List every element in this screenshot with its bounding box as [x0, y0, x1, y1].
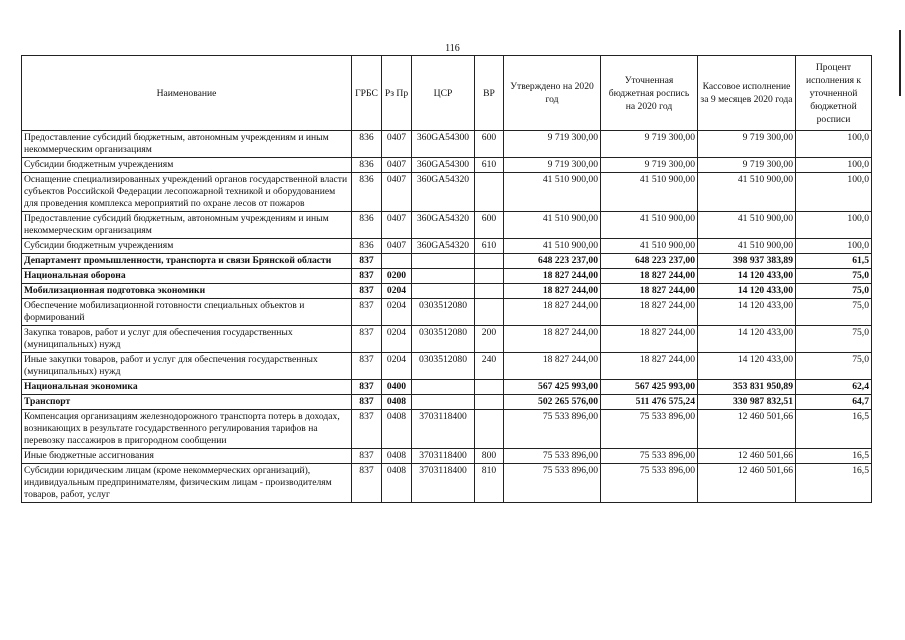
cell-csr: 3703118400: [412, 449, 475, 464]
cell-name: Иные закупки товаров, работ и услуг для обеспечения государственных (муниципальных) нужд: [22, 353, 352, 380]
cell-revised: 9 719 300,00: [601, 158, 698, 173]
header-vr: ВР: [475, 56, 504, 131]
cell-cash: 353 831 950,89: [698, 380, 796, 395]
cell-approved: 18 827 244,00: [504, 353, 601, 380]
cell-rzpr: 0408: [382, 449, 412, 464]
cell-rzpr: 0204: [382, 284, 412, 299]
cell-rzpr: 0407: [382, 212, 412, 239]
cell-percent: 75,0: [796, 353, 872, 380]
cell-percent: 62,4: [796, 380, 872, 395]
table-row: [22, 449, 872, 464]
cell-csr: [412, 254, 475, 269]
cell-revised: 648 223 237,00: [601, 254, 698, 269]
scan-edge-mark: [899, 30, 901, 96]
cell-percent: 100,0: [796, 131, 872, 158]
cell-approved: 9 719 300,00: [504, 158, 601, 173]
cell-cash: 12 460 501,66: [698, 449, 796, 464]
cell-approved: 41 510 900,00: [504, 173, 601, 212]
cell-percent: 100,0: [796, 212, 872, 239]
cell-rzpr: 0204: [382, 353, 412, 380]
cell-vr: 610: [475, 239, 504, 254]
cell-approved: 75 533 896,00: [504, 464, 601, 503]
cell-csr: 0303512080: [412, 299, 475, 326]
cell-approved: 502 265 576,00: [504, 395, 601, 410]
cell-csr: [412, 284, 475, 299]
cell-revised: 18 827 244,00: [601, 299, 698, 326]
cell-percent: 100,0: [796, 173, 872, 212]
cell-grbs: 836: [352, 173, 382, 212]
cell-vr: 600: [475, 131, 504, 158]
cell-rzpr: 0407: [382, 158, 412, 173]
cell-vr: 810: [475, 464, 504, 503]
cell-csr: 0303512080: [412, 353, 475, 380]
cell-percent: 75,0: [796, 299, 872, 326]
cell-approved: 41 510 900,00: [504, 239, 601, 254]
cell-rzpr: [382, 254, 412, 269]
header-approved: Утверждено на 2020 год: [504, 56, 601, 131]
cell-grbs: 836: [352, 131, 382, 158]
cell-revised: 511 476 575,24: [601, 395, 698, 410]
cell-cash: 41 510 900,00: [698, 212, 796, 239]
cell-percent: 16,5: [796, 449, 872, 464]
header-percent: Процент исполнения к уточненной бюджетной росписи: [796, 56, 872, 131]
cell-cash: 14 120 433,00: [698, 353, 796, 380]
cell-percent: 75,0: [796, 269, 872, 284]
cell-grbs: 837: [352, 380, 382, 395]
cell-vr: [475, 380, 504, 395]
cell-cash: 12 460 501,66: [698, 464, 796, 503]
cell-name: Обеспечение мобилизационной готовности специальных объектов и формирований: [22, 299, 352, 326]
cell-revised: 567 425 993,00: [601, 380, 698, 395]
cell-approved: 567 425 993,00: [504, 380, 601, 395]
cell-revised: 18 827 244,00: [601, 353, 698, 380]
table-row: [22, 254, 872, 269]
cell-cash: 14 120 433,00: [698, 326, 796, 353]
cell-revised: 41 510 900,00: [601, 239, 698, 254]
cell-grbs: 836: [352, 239, 382, 254]
cell-revised: 75 533 896,00: [601, 464, 698, 503]
cell-name: Компенсация организациям железнодорожного транспорта потерь в доходах, возникающих в результате государственного регулирования тарифов на перевозку пассажиров в пригородном сообщении: [22, 410, 352, 449]
cell-cash: 41 510 900,00: [698, 239, 796, 254]
cell-vr: 610: [475, 158, 504, 173]
cell-vr: [475, 410, 504, 449]
cell-percent: 16,5: [796, 410, 872, 449]
cell-rzpr: 0204: [382, 326, 412, 353]
table-row: [22, 380, 872, 395]
cell-rzpr: 0407: [382, 131, 412, 158]
cell-name: Мобилизационная подготовка экономики: [22, 284, 352, 299]
cell-rzpr: 0407: [382, 239, 412, 254]
table-row: [22, 239, 872, 254]
cell-rzpr: 0407: [382, 173, 412, 212]
cell-approved: 18 827 244,00: [504, 299, 601, 326]
cell-csr: 360GA54320: [412, 239, 475, 254]
cell-name: Закупка товаров, работ и услуг для обеспечения государственных (муниципальных) нужд: [22, 326, 352, 353]
cell-vr: 800: [475, 449, 504, 464]
cell-name: Национальная оборона: [22, 269, 352, 284]
cell-name: Субсидии бюджетным учреждениям: [22, 158, 352, 173]
table-row: [22, 131, 872, 158]
cell-csr: 360GA54320: [412, 173, 475, 212]
cell-percent: 75,0: [796, 284, 872, 299]
cell-grbs: 837: [352, 299, 382, 326]
cell-revised: 41 510 900,00: [601, 212, 698, 239]
cell-rzpr: 0400: [382, 380, 412, 395]
cell-revised: 75 533 896,00: [601, 449, 698, 464]
cell-percent: 64,7: [796, 395, 872, 410]
header-name: Наименование: [22, 56, 352, 131]
cell-rzpr: 0408: [382, 410, 412, 449]
cell-vr: [475, 395, 504, 410]
cell-cash: 12 460 501,66: [698, 410, 796, 449]
table-row: [22, 299, 872, 326]
cell-name: Департамент промышленности, транспорта и связи Брянской области: [22, 254, 352, 269]
table-row: [22, 326, 872, 353]
header-csr: ЦСР: [412, 56, 475, 131]
cell-vr: 200: [475, 326, 504, 353]
cell-approved: 18 827 244,00: [504, 284, 601, 299]
cell-grbs: 837: [352, 464, 382, 503]
cell-csr: [412, 380, 475, 395]
header-rzpr: Рз Пр: [382, 56, 412, 131]
cell-name: Субсидии бюджетным учреждениям: [22, 239, 352, 254]
cell-cash: 14 120 433,00: [698, 284, 796, 299]
cell-grbs: 836: [352, 212, 382, 239]
cell-name: Оснащение специализированных учреждений органов государственной власти субъектов Российской Федерации лесопожарной техникой и оборудованием для проведения комплекса мероприятий по охране лесов от пожаров: [22, 173, 352, 212]
page-number: 116: [445, 43, 460, 54]
cell-name: Предоставление субсидий бюджетным, автономным учреждениям и иным некоммерческим организациям: [22, 131, 352, 158]
cell-grbs: 837: [352, 410, 382, 449]
cell-csr: 360GA54300: [412, 131, 475, 158]
cell-grbs: 837: [352, 449, 382, 464]
cell-csr: 360GA54320: [412, 212, 475, 239]
cell-revised: 18 827 244,00: [601, 326, 698, 353]
cell-csr: 3703118400: [412, 410, 475, 449]
table-row: [22, 158, 872, 173]
cell-rzpr: 0408: [382, 464, 412, 503]
cell-approved: 41 510 900,00: [504, 212, 601, 239]
header-cash: Кассовое исполнение за 9 месяцев 2020 года: [698, 56, 796, 131]
cell-csr: 0303512080: [412, 326, 475, 353]
table-header: [22, 56, 872, 131]
cell-grbs: 837: [352, 395, 382, 410]
cell-name: Иные бюджетные ассигнования: [22, 449, 352, 464]
table-row: [22, 269, 872, 284]
cell-percent: 16,5: [796, 464, 872, 503]
cell-name: Предоставление субсидий бюджетным, автономным учреждениям и иным некоммерческим организациям: [22, 212, 352, 239]
cell-cash: 9 719 300,00: [698, 158, 796, 173]
table-row: [22, 212, 872, 239]
cell-csr: 3703118400: [412, 464, 475, 503]
cell-name: Национальная экономика: [22, 380, 352, 395]
cell-vr: [475, 269, 504, 284]
cell-percent: 100,0: [796, 239, 872, 254]
cell-grbs: 837: [352, 269, 382, 284]
table-row: [22, 464, 872, 503]
cell-revised: 75 533 896,00: [601, 410, 698, 449]
cell-percent: 100,0: [796, 158, 872, 173]
cell-approved: 648 223 237,00: [504, 254, 601, 269]
table-row: [22, 173, 872, 212]
cell-cash: 14 120 433,00: [698, 299, 796, 326]
header-revised: Уточненная бюджетная роспись на 2020 год: [601, 56, 698, 131]
budget-table: [21, 55, 872, 503]
cell-grbs: 837: [352, 284, 382, 299]
cell-name: Транспорт: [22, 395, 352, 410]
cell-revised: 18 827 244,00: [601, 269, 698, 284]
table-row: [22, 353, 872, 380]
cell-grbs: 836: [352, 158, 382, 173]
cell-revised: 9 719 300,00: [601, 131, 698, 158]
table-body: [22, 131, 872, 503]
cell-grbs: 837: [352, 326, 382, 353]
cell-cash: 41 510 900,00: [698, 173, 796, 212]
header-grbs: ГРБС: [352, 56, 382, 131]
cell-percent: 61,5: [796, 254, 872, 269]
cell-percent: 75,0: [796, 326, 872, 353]
cell-rzpr: 0204: [382, 299, 412, 326]
cell-rzpr: 0408: [382, 395, 412, 410]
cell-csr: 360GA54300: [412, 158, 475, 173]
cell-csr: [412, 269, 475, 284]
cell-grbs: 837: [352, 353, 382, 380]
cell-vr: [475, 173, 504, 212]
cell-approved: 75 533 896,00: [504, 449, 601, 464]
cell-grbs: 837: [352, 254, 382, 269]
table-row: [22, 395, 872, 410]
cell-name: Субсидии юридическим лицам (кроме некоммерческих организаций), индивидуальным предпринимателям, физическим лицам - производителям товаров, работ, услуг: [22, 464, 352, 503]
cell-vr: 600: [475, 212, 504, 239]
cell-cash: 14 120 433,00: [698, 269, 796, 284]
cell-cash: 398 937 383,89: [698, 254, 796, 269]
cell-approved: 18 827 244,00: [504, 326, 601, 353]
cell-vr: [475, 254, 504, 269]
cell-vr: [475, 299, 504, 326]
cell-cash: 330 987 832,51: [698, 395, 796, 410]
cell-vr: [475, 284, 504, 299]
cell-cash: 9 719 300,00: [698, 131, 796, 158]
cell-csr: [412, 395, 475, 410]
cell-revised: 18 827 244,00: [601, 284, 698, 299]
cell-vr: 240: [475, 353, 504, 380]
cell-revised: 41 510 900,00: [601, 173, 698, 212]
cell-rzpr: 0200: [382, 269, 412, 284]
cell-approved: 75 533 896,00: [504, 410, 601, 449]
table-row: [22, 410, 872, 449]
cell-approved: 18 827 244,00: [504, 269, 601, 284]
table-row: [22, 284, 872, 299]
cell-approved: 9 719 300,00: [504, 131, 601, 158]
